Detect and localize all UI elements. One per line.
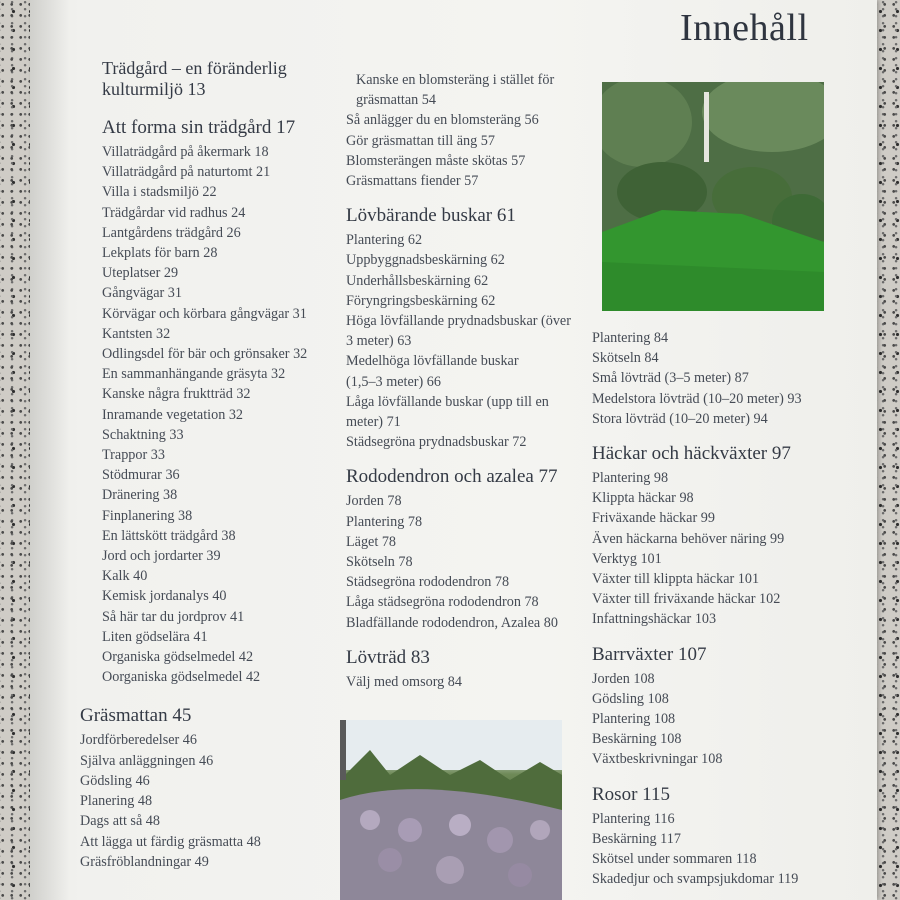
toc-entry: Stora lövträd (10–20 meter) 94 <box>592 410 768 427</box>
toc-entry: Kantsten 32 <box>102 325 171 342</box>
toc-entry: Klippta häckar 98 <box>592 490 694 507</box>
section-heading: Trädgård – en föränderlig kulturmiljö 13 <box>102 58 287 99</box>
toc-entry: Infattningshäckar 103 <box>592 611 717 628</box>
toc-entry: Bladfällande rododendron, Azalea 80 <box>346 614 558 631</box>
toc-section <box>592 644 832 770</box>
toc-entry: Plantering 108 <box>592 711 676 728</box>
section-heading: Att forma sin trädgård 17 <box>102 117 296 138</box>
toc-entry: Beskärning 117 <box>592 830 681 847</box>
toc-entry: Jorden 78 <box>346 493 402 510</box>
toc-entry: Föryngringsbeskärning 62 <box>346 292 496 309</box>
toc-entry: Skötseln 84 <box>592 350 659 367</box>
garden-lawn-photo <box>602 82 824 311</box>
toc-entry: Gödsling 108 <box>592 690 669 707</box>
toc-entry: Uteplatser 29 <box>102 265 179 282</box>
toc-entry: Jorden 108 <box>592 670 655 687</box>
toc-section <box>80 117 340 687</box>
toc-entry: Odlingsdel för bär och grönsaker 32 <box>102 346 308 363</box>
toc-entry: Dags att så 48 <box>80 813 160 830</box>
section-gap <box>592 630 832 644</box>
toc-column-1 <box>80 58 340 872</box>
toc-entry: Lantgårdens trädgård 26 <box>102 224 241 241</box>
section-heading: Gräsmattan 45 <box>80 705 192 727</box>
toc-entry: Underhållsbeskärning 62 <box>346 272 489 289</box>
toc-entry: Själva anläggningen 46 <box>80 752 214 769</box>
toc-entry: Medelhöga lövfällande buskar (1,5–3 meter) 66 <box>346 353 519 390</box>
toc-entry: Planering 48 <box>80 793 153 810</box>
toc-entry: Friväxande häckar 99 <box>592 510 715 527</box>
toc-entry: Så här tar du jordprov 41 <box>102 608 245 625</box>
toc-entry: Villa i stadsmiljö 22 <box>102 184 217 201</box>
toc-entry: Plantering 84 <box>592 330 669 346</box>
section-heading: Häckar och häckväxter 97 <box>592 443 791 465</box>
toc-entry: Stödmurar 36 <box>102 467 180 484</box>
toc-section <box>80 705 340 871</box>
toc-entry: Körvägar och körbara gångvägar 31 <box>102 305 307 322</box>
toc-entry: Schaktning 33 <box>102 426 184 443</box>
toc-entry: Oorganiska gödselmedel 42 <box>102 669 261 686</box>
toc-entry: Plantering 116 <box>592 810 675 827</box>
section-gap <box>346 452 601 466</box>
toc-entry: Läget 78 <box>346 533 397 550</box>
toc-entry: Så anlägger du en blomsteräng 56 <box>346 112 539 129</box>
toc-section <box>80 58 340 100</box>
section-gap <box>592 770 832 784</box>
toc-entry: Välj med omsorg 84 <box>346 673 462 690</box>
toc-entry: Att lägga ut färdig gräsmatta 48 <box>80 833 261 850</box>
toc-entry: Gräsmattans fiender 57 <box>346 173 479 190</box>
toc-entry: Gångvägar 31 <box>102 285 182 302</box>
toc-section <box>346 466 601 632</box>
toc-entry: Städsegröna rododendron 78 <box>346 574 510 591</box>
toc-section <box>346 205 601 452</box>
toc-column-2 <box>346 70 601 692</box>
toc-section <box>592 784 832 890</box>
toc-entry: En sammanhängande gräsyta 32 <box>102 366 286 383</box>
toc-section <box>592 328 832 429</box>
toc-entry: Växter till friväxande häckar 102 <box>592 591 781 608</box>
toc-entry: Uppbyggnadsbeskärning 62 <box>346 252 505 269</box>
toc-entry: Gödsling 46 <box>80 772 150 789</box>
toc-section <box>346 647 601 692</box>
toc-entry: Gräsfröblandningar 49 <box>80 853 209 870</box>
toc-entry: Kanske en blomsteräng i stället för gräsmattan 54 <box>356 72 555 109</box>
toc-entry: Lekplats för barn 28 <box>102 245 218 262</box>
toc-entry: Finplanering 38 <box>102 507 193 524</box>
section-gap <box>346 191 601 205</box>
toc-entry: Låga städsegröna rododendron 78 <box>346 594 539 611</box>
section-heading: Lövbärande buskar 61 <box>346 205 516 227</box>
section-heading: Rododendron och azalea 77 <box>346 466 558 488</box>
toc-entry: Kalk 40 <box>102 568 148 585</box>
section-gap <box>80 103 340 117</box>
toc-entry: Skötsel under sommaren 118 <box>592 851 757 868</box>
toc-entry: Jordförberedelser 46 <box>80 732 197 749</box>
toc-entry: Skötseln 78 <box>346 554 413 571</box>
toc-section <box>592 443 832 630</box>
toc-entry: Höga lövfällande prydnadsbuskar (över 3 meter) 63 <box>346 313 571 350</box>
toc-entry: Liten gödselära 41 <box>102 628 208 645</box>
section-heading: Rosor 115 <box>592 783 670 805</box>
toc-entry: Verktyg 101 <box>592 550 662 567</box>
toc-entry: Villaträdgård på åkermark 18 <box>102 144 269 160</box>
toc-entry: Gör gräsmattan till äng 57 <box>346 132 495 149</box>
toc-entry: Växtbeskrivningar 108 <box>592 751 723 768</box>
toc-entry: Städsegröna prydnadsbuskar 72 <box>346 434 527 451</box>
toc-entry: Låga lövfällande buskar (upp till en meter) 71 <box>346 393 549 431</box>
section-heading: Lövträd 83 <box>346 646 430 668</box>
section-gap <box>592 429 832 443</box>
toc-entry: Plantering 62 <box>346 232 423 249</box>
toc-column-3 <box>592 328 832 889</box>
toc-entry: Även häckarna behöver näring 99 <box>592 530 785 547</box>
toc-entry: Jord och jordarter 39 <box>102 548 221 565</box>
toc-entry: Medelstora lövträd (10–20 meter) 93 <box>592 390 802 407</box>
toc-entry: Villaträdgård på naturtomt 21 <box>102 164 271 181</box>
rhododendron-photo <box>340 720 562 900</box>
toc-entry: Blomsterängen måste skötas 57 <box>346 152 526 169</box>
section-heading: Barrväxter 107 <box>592 643 707 665</box>
page-title: Innehåll <box>680 7 809 49</box>
toc-entry: En lättskött trädgård 38 <box>102 527 236 544</box>
toc-entry: Plantering 78 <box>346 513 423 530</box>
toc-section <box>346 70 601 191</box>
toc-entry: Trappor 33 <box>102 447 165 464</box>
toc-entry: Inramande vegetation 32 <box>102 406 244 423</box>
page-gutter-shadow <box>30 0 70 900</box>
toc-entry: Växter till klippta häckar 101 <box>592 571 760 588</box>
section-gap <box>346 633 601 647</box>
toc-entry: Organiska gödselmedel 42 <box>102 649 254 666</box>
toc-entry: Dränering 38 <box>102 487 178 504</box>
toc-entry: Plantering 98 <box>592 470 669 487</box>
toc-entry: Kanske några fruktträd 32 <box>102 386 251 403</box>
toc-entry: Skadedjur och svampsjukdomar 119 <box>592 871 799 888</box>
toc-entry: Kemisk jordanalys 40 <box>102 588 227 605</box>
toc-entry: Trädgårdar vid radhus 24 <box>102 204 246 221</box>
toc-entry: Beskärning 108 <box>592 731 682 748</box>
section-gap <box>80 687 340 705</box>
toc-entry: Små lövträd (3–5 meter) 87 <box>592 370 749 387</box>
